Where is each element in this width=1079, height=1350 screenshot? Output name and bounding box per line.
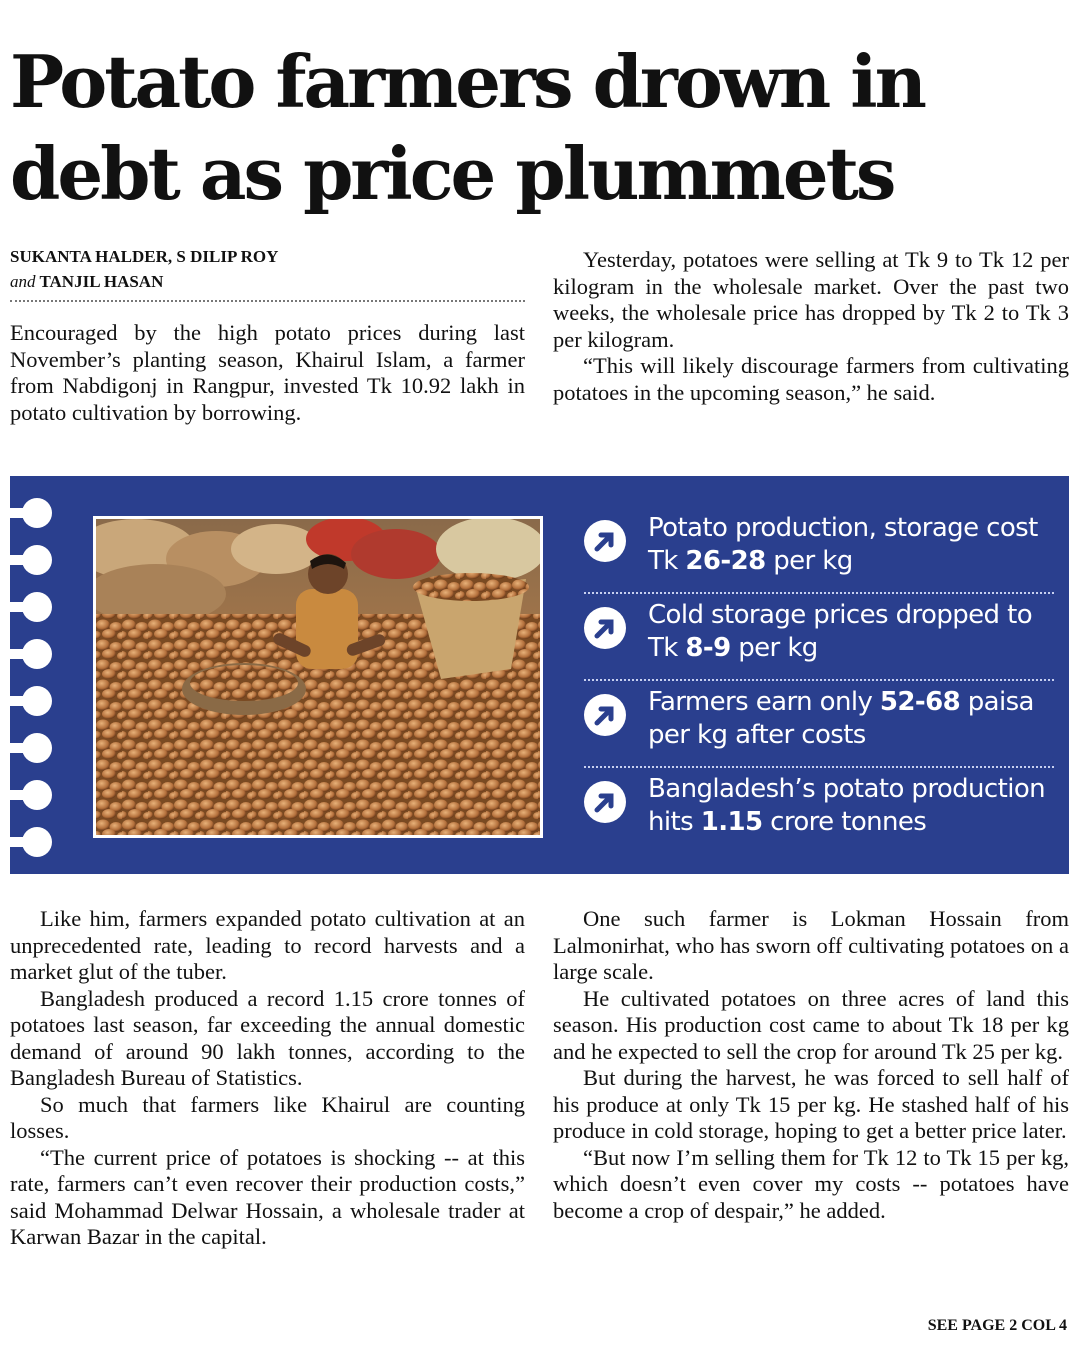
article-paragraph: “This will likely discourage farmers from cultivating potatoes in the upcoming season,” he said. (553, 353, 1069, 405)
top-right-column (553, 247, 1069, 406)
article-paragraph: “But now I’m selling them for Tk 12 to Tk 15 per kg, which doesn’t even cover my costs -- potatoes have become a crop of despair,” he added. (553, 1144, 1069, 1223)
article-paragraph: But during the harvest, he was forced to sell half of his produce at only Tk 15 per kg. He stashed half of his produce in cold storage, hoping to get a better price later. (553, 1065, 1069, 1143)
potato-market-photo (93, 516, 543, 838)
fact-item: Cold storage prices dropped to Tk 8-9 per kg (584, 599, 1054, 673)
binder-ring (22, 780, 52, 810)
fact-divider (584, 592, 1054, 594)
binder-ring (22, 639, 52, 669)
arrow-up-right-icon (584, 607, 626, 649)
binder-ring (22, 545, 52, 575)
binder-ring (22, 498, 52, 528)
binder-ring (22, 827, 52, 857)
headline: Potato farmers drown in debt as price plummets (10, 39, 924, 216)
fact-item: Potato production, storage cost Tk 26-28 per kg (584, 512, 1054, 586)
article-paragraph: One such farmer is Lokman Hossain from Lalmonirhat, who has sworn off cultivating potatoes on a large scale. (553, 906, 1069, 984)
binder-ring (22, 592, 52, 622)
fact-divider (584, 679, 1054, 681)
bottom-left-column (10, 906, 525, 1251)
fact-item: Bangladesh’s potato production hits 1.15 crore tonnes (584, 773, 1054, 847)
continuation-note: SEE PAGE 2 COL 4 (927, 1317, 1067, 1334)
article-paragraph: Like him, farmers expanded potato cultivation at an unprecedented rate, leading to record harvests and a market glut of the tuber. (10, 906, 525, 984)
byline-and: and (10, 272, 36, 291)
arrow-up-right-icon (584, 694, 626, 736)
article-paragraph: “The current price of potatoes is shocking -- at this rate, farmers can’t even recover their production costs,” said Mohammad Delwar Hossain, a wholesale trader at Karwan Bazar in the capital. (10, 1144, 525, 1249)
binder-ring (22, 686, 52, 716)
arrow-up-right-icon (584, 781, 626, 823)
bottom-right-column (553, 906, 1069, 1224)
byline (10, 244, 278, 294)
article-paragraph: Yesterday, potatoes were selling at Tk 9 to Tk 12 per kilogram in the wholesale market. Over the past two weeks, the wholesale price has dropped by Tk 2 to Tk 3 per kilogram. (553, 247, 1069, 352)
article-paragraph: He cultivated potatoes on three acres of land this season. His production cost came to about Tk 18 per kg and he expected to sell the crop for around Tk 25 per kg. (553, 985, 1069, 1064)
article-paragraph: Bangladesh produced a record 1.15 crore tonnes of potatoes last season, far exceeding the annual domestic demand of around 90 lakh tonnes, according to the Bangladesh Bureau of Statistics. (10, 985, 525, 1090)
binder-ring (22, 733, 52, 763)
byline-author-3: TANJIL HASAN (39, 272, 164, 291)
arrow-up-right-icon (584, 520, 626, 562)
fact-divider (584, 766, 1054, 768)
fact-item: Farmers earn only 52-68 paisa per kg after costs (584, 686, 1054, 760)
facts-list (584, 512, 1054, 847)
intro-paragraph: Encouraged by the high potato prices during last November’s planting season, Khairul Islam, a farmer from Nabdigonj in Rangpur, invested Tk 10.92 lakh in potato cultivation by borrowing. (10, 320, 525, 425)
byline-divider (10, 300, 525, 302)
byline-authors: SUKANTA HALDER, S DILIP ROY (10, 247, 279, 266)
article-paragraph: So much that farmers like Khairul are counting losses. (10, 1091, 525, 1143)
